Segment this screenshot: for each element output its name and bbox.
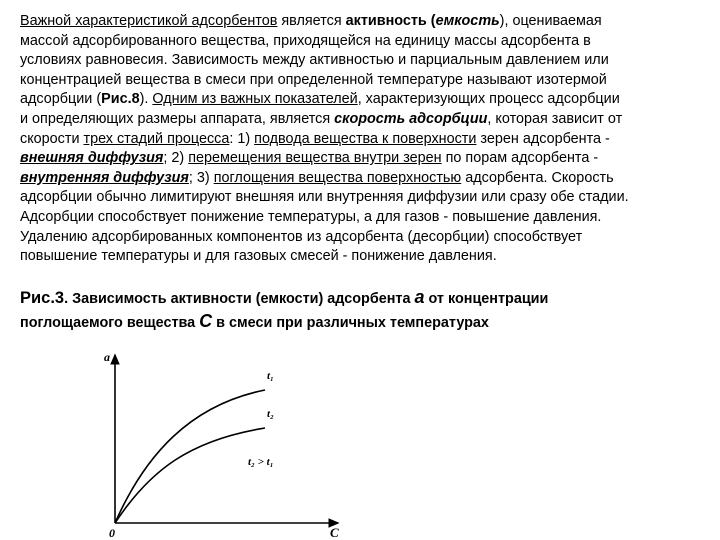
- term-link-adsorbent-characteristic[interactable]: Важной характеристикой адсорбентов: [20, 13, 278, 29]
- link-substance-supply[interactable]: подвода вещества к поверхности: [254, 130, 477, 147]
- y-axis-label: a: [104, 350, 110, 364]
- text-fragment: скорости: [20, 130, 84, 147]
- link-important-indicators[interactable]: Одним из важных показателей: [152, 91, 358, 108]
- term-internal-diffusion[interactable]: внутренняя диффузия: [20, 169, 189, 186]
- term-adsorption-rate: скорость адсорбции: [334, 110, 488, 127]
- caption-line-1: [20, 286, 710, 310]
- text-fragment: является: [277, 13, 346, 29]
- paragraph-line-6: [20, 110, 710, 130]
- term-external-diffusion[interactable]: внешняя диффузия: [20, 150, 164, 167]
- curve-label-t1: t₁: [267, 370, 274, 382]
- text-fragment: адсорбции (: [20, 91, 102, 108]
- paragraph-line-12: Удалению адсорбированных компонентов из адсорбента (десорбции) способствует: [20, 228, 583, 245]
- text-fragment: ; 2): [163, 150, 189, 167]
- text-fragment: и определяющих размеры аппарата, является: [20, 110, 335, 127]
- paragraph-line-1: [20, 12, 710, 32]
- figure-caption: [20, 286, 710, 334]
- text-fragment: , характеризующих процесс адсорбции: [357, 91, 620, 108]
- text-fragment: ; 3): [188, 169, 214, 186]
- text-fragment: адсорбента. Скорость: [461, 169, 614, 186]
- paragraph-line-2: массой адсорбированного вещества, приходящейся на единицу массы адсорбента в: [20, 32, 591, 49]
- paragraph-line-3: условиях равновесия. Зависимость между активностью и парциальным давлением или: [20, 52, 609, 69]
- figure-reference: Рис.8: [101, 91, 140, 108]
- paragraph-line-9: [20, 169, 710, 189]
- paragraph-line-13: повышение температуры и для газовых смесей - понижение давления.: [20, 248, 497, 265]
- term-capacity: емкость: [435, 13, 500, 29]
- x-axis-label: C: [330, 525, 339, 540]
- caption-text: . Зависимость активности (емкости) адсорбента: [64, 291, 415, 307]
- origin-label: 0: [109, 526, 115, 540]
- text-fragment: ).: [139, 91, 153, 108]
- isotherm-curve-t2: [115, 428, 265, 523]
- curve-label-t2: t₂: [267, 408, 274, 420]
- text-fragment: по порам адсорбента -: [441, 150, 599, 167]
- paragraph-line-10: адсорбции обычно лимитируют внешняя или внутренняя диффузии или сразу обе стадии.: [20, 189, 629, 206]
- paragraph-line-11: Адсорбции способствует понижение температуры, а для газов - повышение давления.: [20, 208, 602, 225]
- term-activity: активность (: [345, 13, 436, 29]
- text-fragment: ), оцениваемая: [499, 13, 602, 29]
- paragraph-line-7: [20, 130, 710, 150]
- temperature-relation-label: t₂ > t₁: [248, 456, 274, 468]
- paragraph-line-8: [20, 149, 710, 169]
- caption-text: в смеси при различных температурах: [212, 315, 489, 331]
- link-substance-movement[interactable]: перемещения вещества внутри зерен: [188, 150, 442, 167]
- caption-symbol-c: С: [199, 311, 213, 331]
- body-paragraph: [20, 12, 710, 267]
- text-fragment: зерен адсорбента -: [476, 130, 610, 147]
- adsorption-isotherm-graph: [100, 345, 360, 540]
- caption-figure-number: Рис.3: [20, 289, 65, 307]
- paragraph-line-4: концентрацией вещества в смеси при определенной температуре называют изотермой: [20, 71, 607, 88]
- paragraph-line-5: [20, 90, 710, 110]
- link-surface-absorption[interactable]: поглощения вещества поверхностью: [213, 169, 462, 186]
- caption-text: поглощаемого вещества: [20, 315, 200, 331]
- link-three-stages[interactable]: трех стадий процесса: [83, 130, 230, 147]
- caption-text: от концентрации: [424, 291, 549, 307]
- text-fragment: , которая зависит от: [487, 110, 623, 127]
- caption-symbol-a: a: [414, 287, 425, 307]
- text-fragment: : 1): [229, 130, 255, 147]
- caption-line-2: [20, 310, 710, 334]
- isotherm-curve-t1: [115, 390, 265, 523]
